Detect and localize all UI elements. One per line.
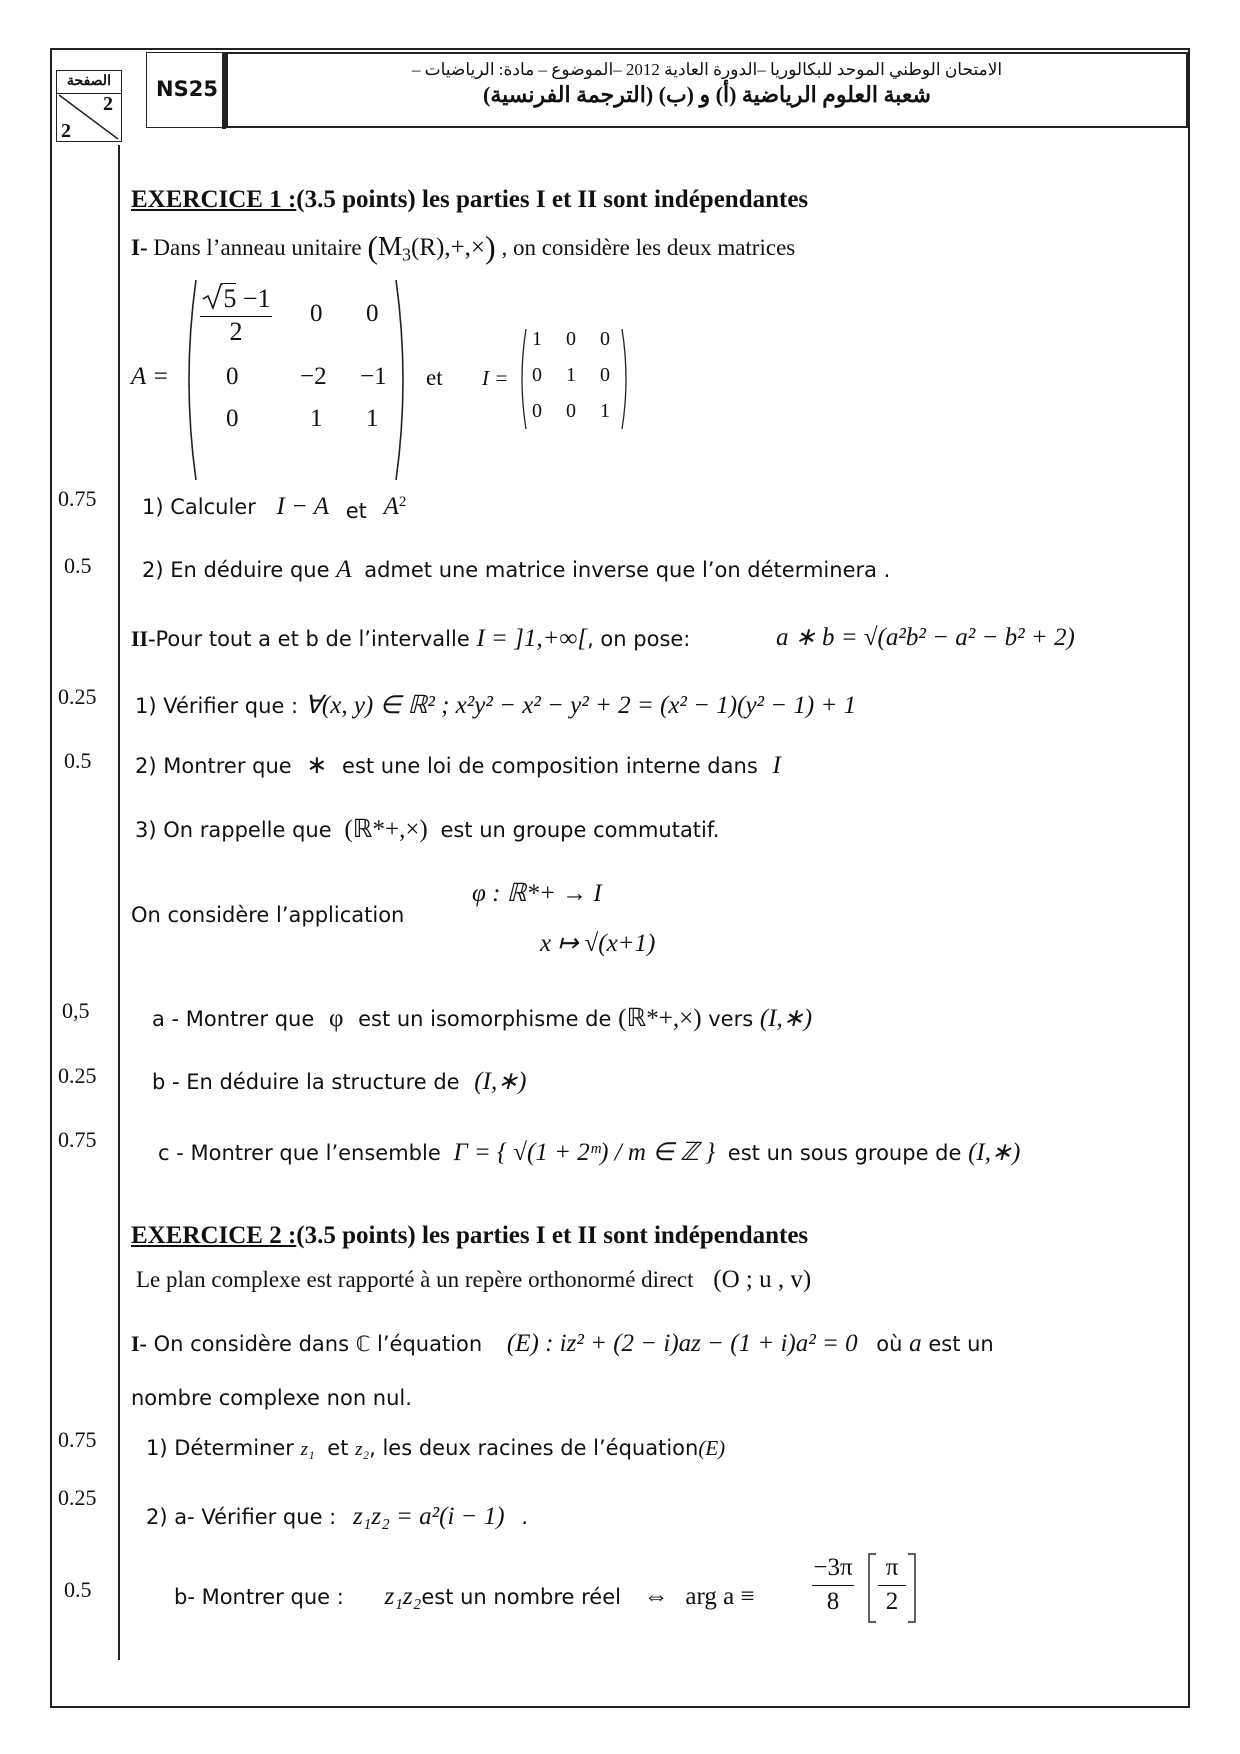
ex1-partII-label: II- bbox=[131, 626, 156, 651]
ex1-app-text: On considère l’application bbox=[131, 903, 405, 927]
ex2-I-q2a-m: z₁z₂ = a²(i − 1) bbox=[352, 1503, 505, 1530]
page-current: 2 bbox=[103, 93, 113, 115]
ex1-II-q3c-rest: est un sous groupe de bbox=[727, 1141, 962, 1165]
ex1-II-q3c bbox=[158, 1137, 1020, 1167]
ex1-partI-intro: I- Dans l’anneau unitaire $(M_3(R),+,\times)$ , on considère les deux matrices bbox=[131, 229, 796, 265]
ex2-I-q2a bbox=[146, 1503, 528, 1531]
ex1-II-q3a-m1: (ℝ*+,×) bbox=[618, 1005, 702, 1032]
page-fraction bbox=[57, 93, 121, 141]
ex2-I-q1-z1: z₁ bbox=[300, 1439, 315, 1460]
ex1-II-q2-I: I bbox=[772, 752, 781, 779]
ex2-I-q1-et: et bbox=[327, 1436, 349, 1460]
ex2-partI-text3: est un bbox=[928, 1332, 994, 1356]
matrix-A-12: 0 bbox=[310, 300, 323, 327]
ex1-ring-rest: (R),+,× bbox=[411, 234, 486, 261]
points-margin-rule bbox=[118, 145, 120, 1660]
ex2-partI-cont: nombre complexe non nul. bbox=[131, 1386, 412, 1410]
matrix-I-13: 0 bbox=[600, 328, 610, 350]
exam-title-line2: شعبة العلوم الرياضية (أ) و (ب) (الترجمة الفرنسية) bbox=[483, 82, 931, 107]
ex1-II-q3a-m2: (I,∗) bbox=[759, 1005, 813, 1032]
ex1-I-q1-exp: 2 bbox=[398, 494, 407, 510]
ex1-partI-label: I- bbox=[131, 235, 148, 260]
ex1-ring: M bbox=[377, 231, 402, 261]
exam-title-line1: الامتحان الوطني الموحد للبكالوريا –الدورة العادية 2012 –الموضوع – مادة: الرياضيات – bbox=[411, 60, 1003, 79]
ex1-partI-text2: , on considère les deux matrices bbox=[501, 235, 796, 260]
ex1-II-q3-group: (ℝ*+,×) bbox=[344, 816, 428, 843]
ex1-I-q2-A: A bbox=[336, 556, 352, 583]
ex1-ring-sub: 3 bbox=[402, 244, 411, 265]
matrix-A-11 bbox=[196, 283, 276, 347]
ex1-II-q3a-rest: est un isomorphisme de bbox=[358, 1007, 612, 1031]
ex2-I-q1 bbox=[146, 1436, 725, 1461]
ex1-II-q1-math: ∀(x, y) ∈ ℝ² ; x²y² − x² − y² + 2 = (x² − 1)(y² − 1) + 1 bbox=[304, 692, 857, 719]
points-ex1-II-3a: 0,5 bbox=[62, 998, 90, 1023]
ex2-I-q2a-text: 2) a- Vérifier que : bbox=[146, 1505, 337, 1529]
ex2-I-q2b-m1: z₁z₂ bbox=[384, 1583, 422, 1610]
ex1-app-line1: φ : ℝ*+ → I bbox=[472, 880, 602, 907]
ex1-I-q1-m2: A bbox=[383, 493, 399, 520]
ex1-partII-law: a ∗ b = √(a²b² − a² − b² + 2) bbox=[776, 624, 1075, 651]
matrix-A-31: 0 bbox=[226, 405, 239, 432]
ex2-partI-intro bbox=[131, 1330, 994, 1358]
sqrt-sign bbox=[201, 283, 223, 311]
matrix-A-name: A = bbox=[131, 363, 169, 390]
ex1-II-q3c-m: Γ = { √(1 + 2ᵐ) / m ∈ ℤ } bbox=[453, 1139, 716, 1166]
ex2-frac-arg-den: 8 bbox=[826, 1588, 840, 1615]
points-ex2-I-1: 0.75 bbox=[58, 1427, 97, 1452]
matrix-A-11-minus: −1 bbox=[236, 284, 271, 313]
ex2-frac-arg bbox=[810, 1553, 856, 1618]
ex1-I-q2 bbox=[142, 556, 890, 584]
ex1-I-q2-rest: admet une matrice inverse que l’on déterminera . bbox=[364, 558, 891, 582]
matrix-et: et bbox=[426, 365, 443, 390]
points-ex2-I-2a: 0.25 bbox=[58, 1485, 97, 1510]
ex2-equation: (E) : iz² + (2 − i)az − (1 + i)a² = 0 bbox=[506, 1330, 858, 1357]
ex1-title-number: EXERCICE 1 : bbox=[131, 186, 297, 213]
ex2-title bbox=[131, 1222, 808, 1250]
ex1-II-q3b-m: (I,∗) bbox=[474, 1068, 527, 1095]
points-ex1-II-3b: 0.25 bbox=[58, 1063, 97, 1088]
ex1-I-q1-et: et bbox=[345, 499, 367, 523]
matrix-A-21: 0 bbox=[226, 363, 239, 390]
ex1-I-q1 bbox=[142, 493, 406, 521]
ex1-partII-intro bbox=[131, 625, 690, 653]
matrix-I-12: 0 bbox=[566, 328, 576, 350]
ex1-II-q3c-m2: (I,∗) bbox=[968, 1139, 1021, 1166]
ex1-partII-text2: , on pose: bbox=[587, 627, 691, 651]
ex1-II-q3b bbox=[152, 1066, 526, 1096]
ex2-I-q2a-dot: . bbox=[521, 1505, 528, 1529]
ex1-II-q3a-vers: vers bbox=[708, 1007, 754, 1031]
ex1-II-q3-rest: est un groupe commutatif. bbox=[440, 818, 720, 842]
ex1-II-q3-text: 3) On rappelle que bbox=[135, 818, 332, 842]
ex1-partI-text: Dans l’anneau unitaire bbox=[153, 235, 362, 260]
ex2-I-q1-text: 1) Déterminer bbox=[146, 1436, 294, 1460]
points-ex1-I-2: 0.5 bbox=[64, 553, 92, 578]
ex2-frac-mod-den: 2 bbox=[885, 1588, 899, 1615]
ex1-II-q3a-text: a - Montrer que bbox=[152, 1007, 315, 1031]
matrix-A-13: 0 bbox=[366, 300, 379, 327]
ex1-title bbox=[131, 186, 808, 214]
ex1-partII-interval: I = ]1,+∞[ bbox=[476, 625, 588, 652]
ex1-II-q3c-text: c - Montrer que l’ensemble bbox=[158, 1141, 441, 1165]
ex2-partI-label: I- bbox=[131, 1331, 147, 1356]
page-label: الصفحة bbox=[57, 71, 121, 94]
ex2-I-q2b-m2: arg a ≡ bbox=[685, 1583, 755, 1610]
ex1-I-q1-m1: I − A bbox=[276, 493, 330, 520]
ex2-title-rest: (3.5 points) les parties I et II sont indépendantes bbox=[296, 1222, 809, 1249]
ex2-I-q1-z2: z₂ bbox=[355, 1439, 370, 1460]
points-ex1-II-2: 0.5 bbox=[64, 748, 92, 773]
page-number-box bbox=[56, 70, 122, 142]
matrix-A-33: 1 bbox=[366, 405, 379, 432]
matrix-A-11-radicand: 5 bbox=[223, 284, 237, 313]
ex2-frac-arg-num: −3π bbox=[813, 1554, 853, 1581]
matrix-A-22: −2 bbox=[300, 363, 327, 390]
ex1-II-q2-text: 2) Montrer que bbox=[135, 754, 292, 778]
ex2-intro-text: Le plan complexe est rapporté à un repère orthonormé direct bbox=[136, 1267, 694, 1292]
ex2-I-q1-E: (E) bbox=[698, 1436, 726, 1460]
ex1-I-q2-text: 2) En déduire que bbox=[142, 558, 330, 582]
matrix-I-31: 0 bbox=[532, 400, 542, 422]
ex1-II-q1-text: 1) Vérifier que : bbox=[135, 694, 299, 718]
exam-code: NS25 bbox=[146, 52, 228, 128]
ex1-II-q2-rest: est une loi de composition interne dans bbox=[342, 754, 758, 778]
ex2-I-q2b-iff: ⇔ bbox=[643, 1583, 669, 1610]
ex1-app-line2: x ↦ √(x+1) bbox=[540, 930, 656, 957]
ex2-intro-frame: (O ; u , v) bbox=[713, 1266, 812, 1293]
points-ex1-II-1: 0.25 bbox=[58, 684, 97, 709]
points-ex1-I-1: 0.75 bbox=[58, 486, 97, 511]
matrix-A-32: 1 bbox=[310, 405, 323, 432]
ex2-intro bbox=[136, 1266, 811, 1294]
ex2-I-q2b-rest: est un nombre réel bbox=[421, 1585, 621, 1609]
ex2-I-q2b-text: b- Montrer que : bbox=[174, 1585, 344, 1609]
ex1-II-q3 bbox=[135, 814, 719, 844]
matrix-A-23: −1 bbox=[360, 363, 387, 390]
ex1-partII-text: Pour tout a et b de l’intervalle bbox=[155, 627, 470, 651]
matrix-I-32: 0 bbox=[566, 400, 576, 422]
ex2-I-q2b bbox=[174, 1583, 755, 1611]
matrix-I-23: 0 bbox=[600, 364, 610, 386]
ex1-II-q2 bbox=[135, 750, 781, 780]
exam-title-box bbox=[226, 52, 1188, 128]
matrix-I-33: 1 bbox=[600, 400, 610, 422]
ex2-partI-text: On considère dans ℂ l’équation bbox=[153, 1332, 483, 1356]
matrix-I-22: 1 bbox=[566, 364, 576, 386]
ex1-II-q3b-text: b - En déduire la structure de bbox=[152, 1070, 460, 1094]
page-total: 2 bbox=[61, 120, 71, 142]
ex2-I-q1-rest: , les deux racines de l’équation bbox=[369, 1436, 699, 1460]
ex2-partI-text2: où bbox=[876, 1332, 903, 1356]
points-ex2-I-2b: 0.5 bbox=[64, 1577, 92, 1602]
ex1-title-rest: (3.5 points) les parties I et II sont indépendantes bbox=[296, 186, 809, 213]
matrix-I-11: 1 bbox=[532, 328, 542, 350]
matrix-A-11-denominator: 2 bbox=[229, 317, 243, 346]
ex1-II-q1 bbox=[135, 690, 856, 720]
ex2-title-number: EXERCICE 2 : bbox=[131, 1222, 297, 1249]
points-ex1-II-3c: 0.75 bbox=[58, 1127, 97, 1152]
ex2-frac-mod bbox=[874, 1553, 910, 1618]
ex1-II-q3a-phi: φ bbox=[328, 1005, 344, 1032]
ex2-frac-mod-num: π bbox=[885, 1554, 899, 1581]
ex2-partI-a: a bbox=[909, 1330, 922, 1357]
ex1-II-q3a bbox=[152, 1003, 812, 1033]
ex1-II-q2-star: ∗ bbox=[306, 752, 328, 779]
matrix-I-name: I = bbox=[482, 366, 509, 390]
ex1-I-q1-text: 1) Calculer bbox=[142, 495, 256, 519]
matrix-I-21: 0 bbox=[532, 364, 542, 386]
